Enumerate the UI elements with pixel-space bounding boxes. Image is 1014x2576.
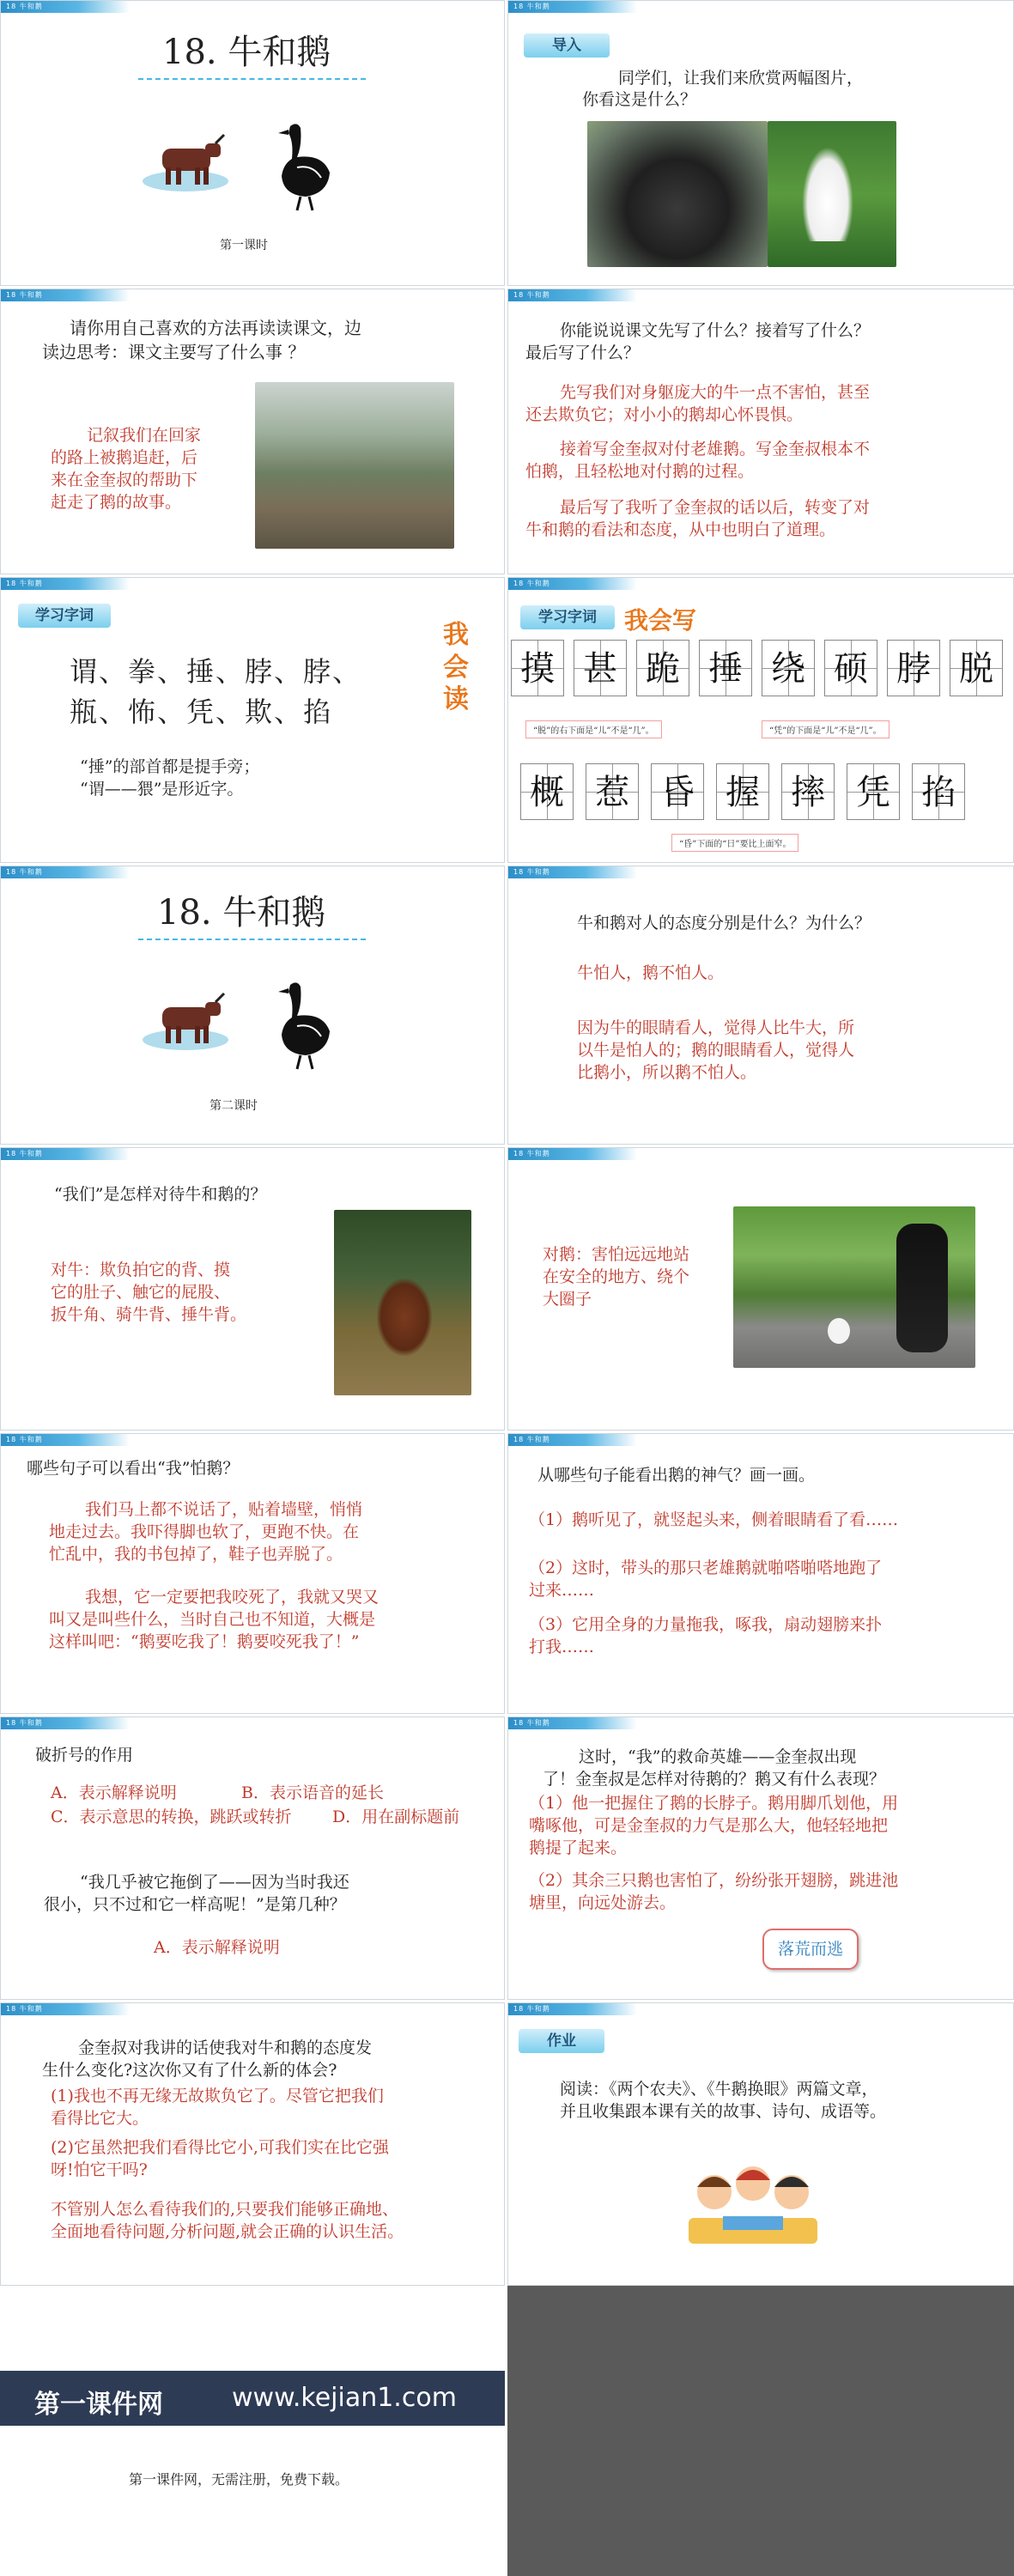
question: 破折号的作用 (35, 1746, 134, 1765)
example-line-2: 很小，只不过和它一样高呢！”是第几种？ (44, 1895, 346, 1914)
para-2a: 我想，它一定要把我咬死了，我就又哭又 (85, 1588, 379, 1607)
strip-label: 18 牛和鹅 (6, 2005, 43, 2013)
note-3: “昏”下面的“日”要比上面窄。 (671, 834, 798, 852)
answer-2a: （2）其余三只鹅也害怕了，纷纷张开翅膀，跳进池 (529, 1871, 899, 1890)
slide-3 (0, 289, 505, 574)
answer-2b: 塘里，向远处游去。 (529, 1893, 677, 1912)
summary-line-1: 不管别人怎么看待我们的,只要我们能够正确地、 (51, 2200, 399, 2219)
question-line-2: 生什么变化?这次你又有了什么新的体会? (42, 2061, 337, 2080)
answer-line-1: 对鹅：害怕远远地站 (543, 1245, 690, 1264)
char: 握 (726, 773, 760, 812)
intro-line-1: 同学们，让我们来欣赏两幅图片， (618, 69, 864, 88)
answer-line-2: 在安全的地方、绕个 (543, 1267, 690, 1286)
note-line-1: “捶”的部首都是提手旁； (80, 757, 260, 776)
word-row-1: 谓、拳、捶、脖、脖、 (70, 655, 362, 688)
header-strip (508, 1717, 637, 1729)
answer-1a: （1）他一把握住了鹅的长脖子。鹅用脚爪划他，用 (529, 1794, 899, 1813)
word-row-2: 瓶、怖、凭、欺、掐 (70, 696, 333, 728)
idiom-badge: 落荒而逃 (762, 1929, 859, 1970)
kids-reading-icon (671, 2158, 835, 2252)
char-box (716, 763, 769, 820)
answer-2a: (2)它虽然把我们看得比它小,可我们实在比它强 (51, 2138, 389, 2157)
title-underline (138, 939, 366, 940)
char: 概 (530, 773, 564, 812)
char: 脖 (896, 649, 931, 689)
bull-icon (138, 987, 233, 1055)
char-box (636, 640, 689, 696)
strip-label: 18 牛和鹅 (513, 2005, 550, 2013)
homework-line-2: 并且收集跟本课有关的故事、诗句、成语等。 (560, 2102, 887, 2121)
header-strip (1, 1434, 130, 1446)
para-2b: 叫又是叫些什么，当时自己也不知道，大概是 (49, 1610, 376, 1629)
para-3a: 最后写了我听了金奎叔的话以后，转变了对 (560, 498, 871, 517)
char-box (824, 640, 877, 696)
header-strip (1, 866, 130, 878)
bull-icon (138, 128, 233, 197)
para-3b: 牛和鹅的看法和态度，从中也明白了道理。 (525, 520, 836, 539)
char: 惹 (595, 773, 629, 812)
note-1: “脱”的右下面是“儿”不是“几”。 (525, 720, 662, 738)
header-strip (1, 578, 130, 590)
side-char-3: 读 (443, 684, 469, 714)
para-1b: 还去欺负它；对小小的鹅却心怀畏惧。 (525, 405, 804, 424)
strip-label: 18 牛和鹅 (6, 1150, 43, 1157)
char: 掐 (921, 773, 956, 812)
reason-line-2: 以牛是怕人的；鹅的眼睛看人，觉得人 (577, 1041, 855, 1060)
question-line-1: 请你用自己喜欢的方法再读读课文，边 (70, 318, 361, 338)
strip-label: 18 牛和鹅 (513, 1436, 550, 1443)
strip-label: 18 牛和鹅 (6, 868, 43, 876)
slide-8 (507, 866, 1014, 1145)
header-strip (1, 1148, 130, 1160)
side-char-1: 我 (443, 620, 469, 650)
header-strip (1, 289, 130, 301)
question: 牛和鹅对人的态度分别是什么？为什么？ (577, 914, 871, 933)
answer-1b: 嘴啄他，可是金奎叔的力气是那么大，他轻轻地把 (529, 1816, 889, 1835)
para-1c: 忙乱中，我的书包掉了，鞋子也弄脱了。 (49, 1545, 343, 1564)
footer-note: 第一课件网，无需注册，免费下载。 (129, 2471, 349, 2488)
title-underline (138, 78, 366, 80)
char: 甚 (583, 649, 617, 689)
reason-line-3: 比鹅小，所以鹅不怕人。 (577, 1063, 757, 1082)
para-1a: 先写我们对身躯庞大的牛一点不害怕，甚至 (560, 383, 871, 402)
homework-line-1: 阅读：《两个农夫》、《牛鹅换眼》两篇文章， (560, 2080, 878, 2099)
para-2b: 怕鹅，且轻松地对付鹅的过程。 (525, 462, 755, 481)
char-box (511, 640, 564, 696)
char-box (781, 763, 835, 820)
answer-line-3: 来在金奎叔的帮助下 (51, 471, 198, 489)
slide-17 (0, 2288, 505, 2576)
char-box (651, 763, 704, 820)
char-box (847, 763, 900, 820)
slide-11 (0, 1433, 505, 1714)
boy-cow-photo (334, 1210, 471, 1395)
char: 捶 (708, 649, 743, 689)
section-tab: 作业 (519, 2029, 604, 2053)
char: 摸 (520, 649, 555, 689)
header-strip (508, 2003, 637, 2015)
header-strip (1, 2003, 130, 2015)
gray-background (507, 2286, 1014, 2576)
char-box (912, 763, 965, 820)
header-strip (508, 578, 637, 590)
header-strip (508, 1, 637, 13)
note-line-2: “谓——猥”是形近字。 (80, 780, 244, 799)
strip-label: 18 牛和鹅 (513, 868, 550, 876)
write-label: 我会写 (624, 606, 697, 635)
intro-line-2: 你看这是什么？ (582, 90, 697, 109)
sentence-3b: 打我…… (529, 1637, 595, 1656)
section-tab: 学习字词 (18, 604, 111, 628)
strip-label: 18 牛和鹅 (513, 291, 550, 299)
option-d: D．用在副标题前 (332, 1807, 460, 1826)
option-c: C．表示意思的转换，跳跃或转折 (51, 1807, 292, 1826)
para-1b: 地走过去。我吓得脚也软了，更跑不快。在 (49, 1522, 360, 1541)
side-char-2: 会 (443, 652, 469, 683)
header-strip (1, 1717, 130, 1729)
question: 从哪些句子能看出鹅的神气？画一画。 (537, 1466, 816, 1485)
brand-name: 第一课件网 (34, 2390, 163, 2420)
sentence-2a: （2）这时，带头的那只老雄鹅就啪嗒啪嗒地跑了 (529, 1558, 883, 1577)
goose-icon (271, 119, 336, 214)
strip-label: 18 牛和鹅 (513, 1719, 550, 1727)
slide-4 (507, 289, 1014, 574)
header-strip (508, 1148, 637, 1160)
answer-1b: 看得比它大。 (51, 2109, 149, 2128)
goose-photo (768, 121, 896, 267)
slide-10 (507, 1147, 1014, 1431)
char-box (699, 640, 752, 696)
lesson-title: 18. 牛和鹅 (157, 893, 326, 933)
answer-line-1: 记叙我们在回家 (87, 426, 202, 445)
question-line-2: 读边思考：课文主要写了什么事 ？ (42, 342, 306, 362)
char-box (574, 640, 627, 696)
reason-line-1: 因为牛的眼睛看人，觉得人比牛大，所 (577, 1018, 855, 1037)
slide-16 (507, 2002, 1014, 2286)
question: 哪些句子可以看出“我”怕鹅？ (27, 1459, 240, 1478)
option-b: B．表示语音的延长 (241, 1783, 384, 1802)
answer-line-3: 大圈子 (543, 1290, 592, 1309)
char: 跪 (646, 649, 680, 689)
strip-label: 18 牛和鹅 (6, 1719, 43, 1727)
strip-label: 18 牛和鹅 (513, 3, 550, 10)
slide-9 (0, 1147, 505, 1431)
answer-1c: 鹅提了起来。 (529, 1838, 628, 1857)
strip-label: 18 牛和鹅 (6, 580, 43, 587)
option-a: A．表示解释说明 (51, 1783, 177, 1802)
answer-line-1: 对牛：欺负拍它的背、摸 (51, 1261, 231, 1279)
slide-1 (0, 0, 505, 286)
slide-15 (0, 2002, 505, 2286)
char: 绕 (771, 649, 805, 689)
question: “我们”是怎样对待牛和鹅的？ (54, 1185, 267, 1204)
answer: 牛怕人，鹅不怕人。 (577, 963, 725, 982)
char-box (887, 640, 940, 696)
example-line-1: “我几乎被它拖倒了——因为当时我还 (80, 1873, 349, 1892)
char-box (520, 763, 574, 820)
slide-6 (507, 577, 1014, 863)
char: 摔 (791, 773, 825, 812)
strip-label: 18 牛和鹅 (6, 3, 43, 10)
buffalo-photo (587, 121, 768, 267)
answer: A．表示解释说明 (154, 1938, 280, 1957)
strip-label: 18 牛和鹅 (513, 1150, 550, 1157)
goose-icon (271, 978, 336, 1072)
brand-url[interactable]: www.kejian1.com (232, 2383, 457, 2413)
slide-7 (0, 866, 505, 1145)
lesson-title: 18. 牛和鹅 (162, 33, 331, 72)
geese-road-photo (255, 382, 454, 549)
char: 硕 (834, 649, 868, 689)
sentence-2b: 过来…… (529, 1581, 595, 1600)
sentence-1: （1）鹅听见了，就竖起头来，侧着眼睛看了看…… (529, 1510, 899, 1529)
slide-2 (507, 0, 1014, 286)
answer-line-3: 扳牛角、骑牛背、捶牛背。 (51, 1305, 247, 1324)
char-box (586, 763, 639, 820)
strip-label: 18 牛和鹅 (6, 291, 43, 299)
char: 昏 (660, 773, 695, 812)
brand-bar (0, 2371, 505, 2426)
char-box (762, 640, 815, 696)
header-strip (508, 1434, 637, 1446)
char: 凭 (856, 773, 890, 812)
para-2a: 接着写金奎叔对付老雄鹅。写金奎叔根本不 (560, 440, 871, 459)
note-2: “凭”的下面是“儿”不是“几”。 (762, 720, 890, 738)
section-tab: 导入 (524, 33, 610, 58)
slide-12 (507, 1433, 1014, 1714)
answer-1a: (1)我也不再无缘无故欺负它了。尽管它把我们 (51, 2087, 384, 2105)
para-1a: 我们马上都不说话了，贴着墙壁，悄悄 (85, 1500, 363, 1519)
side-label-vertical (439, 619, 473, 716)
question-line-2: 了！金奎叔是怎样对待鹅的？鹅又有什么表现？ (543, 1770, 886, 1789)
lesson-subtitle: 第一课时 (220, 239, 268, 252)
goose-chase-photo (733, 1206, 975, 1368)
char-box (950, 640, 1003, 696)
slide-13 (0, 1716, 505, 2000)
answer-line-4: 赶走了鹅的故事。 (51, 493, 182, 512)
para-2c: 这样叫吧：“鹅要吃我了！鹅要咬死我了！” (49, 1632, 360, 1651)
answer-line-2: 的路上被鹅追赶，后 (51, 448, 198, 467)
answer-line-2: 它的肚子、触它的屁股、 (51, 1283, 231, 1302)
sentence-3a: （3）它用全身的力量拖我，啄我，扇动翅膀来扑 (529, 1615, 883, 1634)
question-line-1: 金奎叔对我讲的话使我对牛和鹅的态度发 (78, 2038, 373, 2057)
answer-2b: 呀!怕它干吗? (51, 2160, 148, 2179)
char: 脱 (959, 649, 993, 689)
strip-label: 18 牛和鹅 (513, 580, 550, 587)
section-tab: 学习字词 (520, 605, 615, 629)
header-strip (508, 866, 637, 878)
question-line-1: 这时，“我”的救命英雄——金奎叔出现 (579, 1747, 857, 1766)
slide-5 (0, 577, 505, 863)
summary-line-2: 全面地看待问题,分析问题,就会正确的认识生活。 (51, 2222, 404, 2241)
slide-14 (507, 1716, 1014, 2000)
lesson-subtitle: 第二课时 (209, 1099, 258, 1113)
question-line-1: 你能说说课文先写了什么？接着写了什么？ (560, 321, 871, 340)
strip-label: 18 牛和鹅 (6, 1436, 43, 1443)
header-strip (1, 1, 130, 13)
question-line-2: 最后写了什么？ (525, 343, 641, 362)
header-strip (508, 289, 637, 301)
